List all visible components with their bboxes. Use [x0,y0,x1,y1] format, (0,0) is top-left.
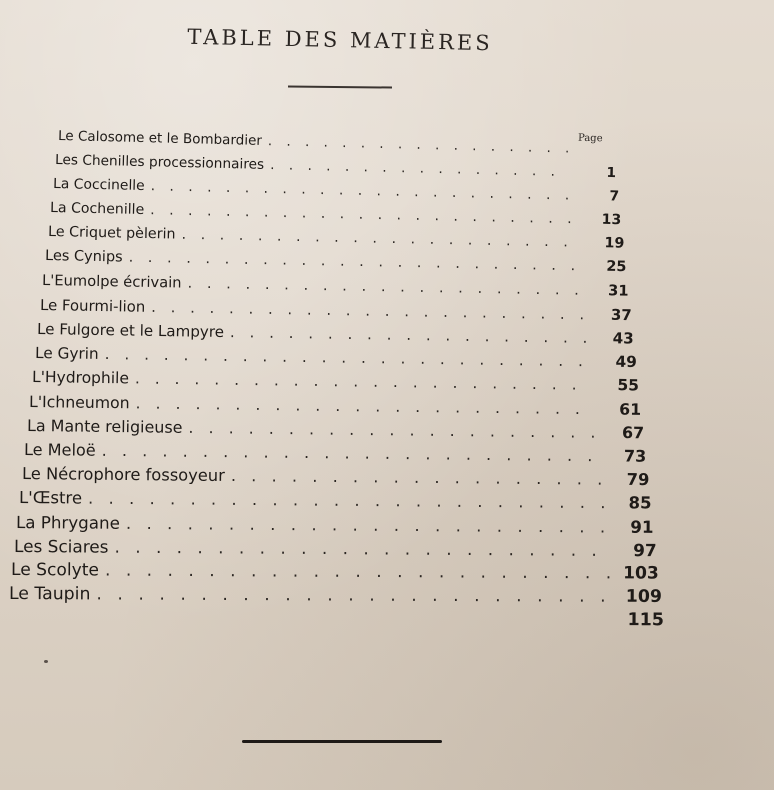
toc-entry-page: 91 [630,516,655,537]
toc-entry-page: 61 [619,399,642,419]
dot-leader [114,537,610,560]
bottom-divider [242,740,442,743]
toc-entry-title: Le Fourmi-lion [39,296,146,316]
toc-entry-page: 85 [628,493,652,513]
toc-entry-title: Le Calosome et le Bombardier [57,128,263,149]
toc-entry-title: La Cochenille [50,200,145,219]
toc-entry [6,608,664,634]
dot-leader [188,418,598,442]
toc-entry-page: 115 [627,610,665,631]
toc-entry-page: 7 [609,188,620,205]
toc-entry-title: Les Chenilles processionnaires [55,152,265,173]
toc-entry-title: Le Meloë [24,440,97,460]
toc-entry-page: 13 [601,211,622,229]
dot-leader [126,513,608,537]
ink-speck [44,660,48,663]
toc-entry-title: Le Fulgore et le Lampyre [37,320,225,342]
toc-entry-title: Les Sciares [13,536,109,557]
toc-entry-page: 79 [626,469,650,490]
toc-entry-title: Le Criquet pèlerin [47,224,176,243]
toc-entry-title: Le Taupin [8,584,91,605]
toc-entry-page: 49 [615,352,637,372]
toc-entry-page: 55 [617,376,640,395]
toc-entry-title: L'Hydrophile [31,368,130,388]
toc-entry-title: Les Cynips [44,248,123,266]
toc-entry-page: 43 [612,329,635,348]
toc-entry-page: 109 [625,586,662,607]
toc-entry-title: L'Œstre [18,488,83,508]
toc-entry-page: 19 [603,235,625,252]
toc-entry [9,584,662,611]
toc-entry-page: 37 [610,305,632,325]
toc-entry-page: 73 [623,446,647,466]
toc-entry-page: 1 [606,164,617,182]
toc-entry-title: Le Scolyte [11,560,100,581]
toc-entry-page: 97 [632,540,657,561]
toc-entry-title: Le Nécrophore fossoyeur [21,464,225,485]
toc-entry-title: L'Ichneumon [29,392,131,413]
page-column-label: Page [577,132,603,145]
toc-entry-title: L'Eumolpe écrivain [42,272,183,292]
dot-leader [88,489,606,513]
toc-entry-page: 31 [608,282,630,300]
toc-entry-page: 103 [623,563,660,584]
toc-entry-title: La Mante religieuse [26,416,183,437]
dot-leader [105,561,613,584]
dot-leader [268,133,568,156]
toc-entry-page: 25 [606,258,627,276]
toc-entry-title: Le Gyrin [34,344,99,363]
toc-entry-title: La Phrygane [16,512,121,533]
toc-entry-title: La Coccinelle [52,176,145,195]
dot-leader [230,466,603,489]
dot-leader [96,584,616,606]
page-title: TABLE DES MATIÈRES [187,24,493,56]
toc-entry-page [568,152,614,153]
toc-entry-page: 67 [621,423,645,443]
row-spacer [6,623,618,625]
dot-leader [102,441,601,465]
